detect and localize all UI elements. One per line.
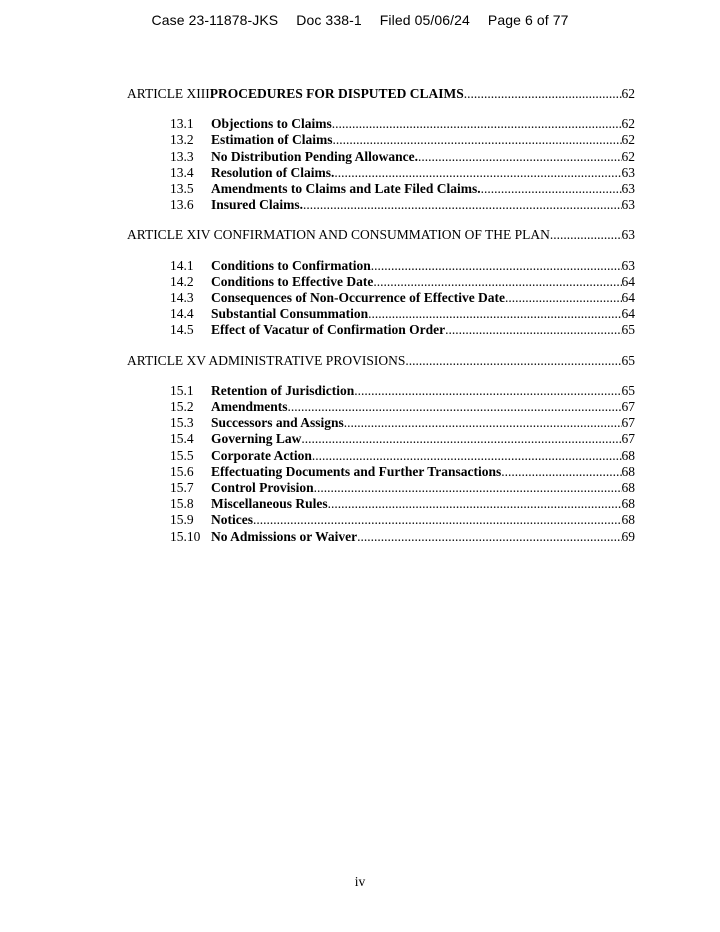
section-title: Resolution of Claims. xyxy=(211,164,335,180)
article-page-number: 63 xyxy=(621,227,635,243)
section-page-number: 63 xyxy=(621,164,635,180)
dot-leader xyxy=(481,181,622,197)
page-footer xyxy=(0,874,720,890)
spacer xyxy=(127,369,635,383)
section-title: Retention of Jurisdiction xyxy=(211,382,355,398)
dot-leader xyxy=(373,274,621,290)
section-page-number: 68 xyxy=(621,447,635,463)
table-of-contents xyxy=(127,86,635,545)
toc-section-entry[interactable] xyxy=(127,415,635,431)
section-page-number: 68 xyxy=(621,496,635,512)
toc-section-entry[interactable] xyxy=(127,149,635,165)
section-title: No Admissions or Waiver xyxy=(211,528,358,544)
section-page-number: 67 xyxy=(621,415,635,431)
section-title: Notices xyxy=(211,512,253,528)
dot-leader xyxy=(501,464,621,480)
dot-leader xyxy=(357,529,621,545)
section-number: 14.4 xyxy=(170,306,194,322)
section-number: 15.7 xyxy=(170,480,194,496)
toc-section-entry[interactable] xyxy=(127,165,635,181)
page-counter: Page 6 of 77 xyxy=(487,12,569,28)
doc-number: Doc 338-1 xyxy=(296,12,362,28)
section-title: No Distribution Pending Allowance. xyxy=(211,148,419,164)
section-title: Estimation of Claims xyxy=(211,132,333,148)
dot-leader xyxy=(354,383,621,399)
dot-leader xyxy=(505,290,621,306)
dot-leader xyxy=(405,353,621,369)
dot-leader xyxy=(464,86,622,102)
spacer xyxy=(127,102,635,116)
dot-leader xyxy=(303,197,621,213)
spacer xyxy=(127,339,635,353)
section-number: 15.10 xyxy=(170,528,201,544)
section-page-number: 64 xyxy=(621,273,635,289)
spacer xyxy=(127,244,635,258)
section-page-number: 63 xyxy=(621,257,635,273)
section-title: Corporate Action xyxy=(211,447,312,463)
section-title: Consequences of Non-Occurrence of Effective Date xyxy=(211,290,506,306)
section-title: Effect of Vacatur of Confirmation Order xyxy=(211,322,446,338)
section-number: 14.3 xyxy=(170,290,194,306)
section-title: Control Provision xyxy=(211,480,314,496)
dot-leader xyxy=(550,227,622,243)
article-heading: ARTICLE XV ADMINISTRATIVE PROVISIONS xyxy=(127,352,406,368)
article-title: PROCEDURES FOR DISPUTED CLAIMS xyxy=(209,86,464,101)
dot-leader xyxy=(333,132,622,148)
section-title: Miscellaneous Rules xyxy=(211,496,328,512)
section-number: 13.5 xyxy=(170,181,194,197)
dot-leader xyxy=(334,165,621,181)
article-page-number: 62 xyxy=(621,86,635,101)
toc-article-entry[interactable] xyxy=(127,86,635,102)
section-number: 14.5 xyxy=(170,322,194,338)
dot-leader xyxy=(344,415,622,431)
section-page-number: 69 xyxy=(621,528,635,544)
toc-section-entry[interactable] xyxy=(127,464,635,480)
toc-article-entry[interactable] xyxy=(127,353,635,369)
section-number: 15.1 xyxy=(170,382,194,398)
section-page-number: 63 xyxy=(621,197,635,213)
toc-section-entry[interactable] xyxy=(127,306,635,322)
section-number: 13.3 xyxy=(170,148,194,164)
section-number: 13.1 xyxy=(170,116,194,132)
toc-section-entry[interactable] xyxy=(127,480,635,496)
section-title: Amendments to Claims and Late Filed Claims. xyxy=(211,181,481,197)
toc-section-entry[interactable] xyxy=(127,496,635,512)
section-number: 13.2 xyxy=(170,132,194,148)
section-number: 15.5 xyxy=(170,447,194,463)
article-heading: ARTICLE XIV CONFIRMATION AND CONSUMMATION OF THE PLAN xyxy=(127,227,550,243)
section-page-number: 68 xyxy=(621,480,635,496)
filing-header xyxy=(0,12,720,28)
section-number: 13.4 xyxy=(170,164,194,180)
dot-leader xyxy=(253,512,622,528)
case-number: Case 23-11878-JKS xyxy=(151,12,279,28)
toc-article-entry[interactable] xyxy=(127,227,635,243)
dot-leader xyxy=(314,480,622,496)
toc-section-entry[interactable] xyxy=(127,290,635,306)
section-page-number: 67 xyxy=(621,431,635,447)
toc-section-entry[interactable] xyxy=(127,197,635,213)
dot-leader xyxy=(371,258,622,274)
footer-page-number: iv xyxy=(354,874,366,889)
section-number: 15.6 xyxy=(170,463,194,479)
dot-leader xyxy=(445,322,621,338)
toc-section-entry[interactable] xyxy=(127,529,635,545)
section-number: 13.6 xyxy=(170,197,194,213)
section-number: 15.8 xyxy=(170,496,194,512)
toc-section-entry[interactable] xyxy=(127,383,635,399)
section-number: 14.2 xyxy=(170,273,194,289)
section-number: 15.2 xyxy=(170,399,194,415)
section-title: Insured Claims. xyxy=(211,197,304,213)
section-number: 15.3 xyxy=(170,415,194,431)
dot-leader xyxy=(301,431,621,447)
article-heading: ARTICLE XIII xyxy=(127,86,210,101)
toc-section-entry[interactable] xyxy=(127,132,635,148)
section-title: Conditions to Effective Date xyxy=(211,273,374,289)
dot-leader xyxy=(368,306,621,322)
toc-section-entry[interactable] xyxy=(127,322,635,338)
section-page-number: 62 xyxy=(621,132,635,148)
dot-leader xyxy=(332,116,622,132)
spacer xyxy=(127,213,635,227)
section-page-number: 65 xyxy=(621,322,635,338)
toc-section-entry[interactable] xyxy=(127,181,635,197)
dot-leader xyxy=(418,149,621,165)
section-page-number: 64 xyxy=(621,306,635,322)
toc-section-entry[interactable] xyxy=(127,258,635,274)
section-page-number: 64 xyxy=(621,290,635,306)
section-page-number: 65 xyxy=(621,382,635,398)
section-title: Governing Law xyxy=(211,431,302,447)
section-number: 15.9 xyxy=(170,512,194,528)
section-page-number: 68 xyxy=(621,463,635,479)
section-page-number: 68 xyxy=(621,512,635,528)
section-page-number: 62 xyxy=(621,148,635,164)
section-title: Successors and Assigns xyxy=(211,415,344,431)
dot-leader xyxy=(312,448,622,464)
filed-date: Filed 05/06/24 xyxy=(379,12,470,28)
section-page-number: 62 xyxy=(621,116,635,132)
toc-section-entry[interactable] xyxy=(127,399,635,415)
toc-section-entry[interactable] xyxy=(127,274,635,290)
dot-leader xyxy=(288,399,622,415)
section-page-number: 67 xyxy=(621,399,635,415)
section-number: 14.1 xyxy=(170,257,194,273)
toc-section-entry[interactable] xyxy=(127,512,635,528)
dot-leader xyxy=(328,496,622,512)
section-title: Objections to Claims xyxy=(211,116,332,132)
toc-section-entry[interactable] xyxy=(127,116,635,132)
section-title: Substantial Consummation xyxy=(211,306,369,322)
section-page-number: 63 xyxy=(621,181,635,197)
toc-section-entry[interactable] xyxy=(127,448,635,464)
section-number: 15.4 xyxy=(170,431,194,447)
section-title: Amendments xyxy=(211,399,288,415)
article-page-number: 65 xyxy=(621,352,635,368)
toc-section-entry[interactable] xyxy=(127,431,635,447)
section-title: Effectuating Documents and Further Transactions xyxy=(211,463,502,479)
section-title: Conditions to Confirmation xyxy=(211,257,371,273)
